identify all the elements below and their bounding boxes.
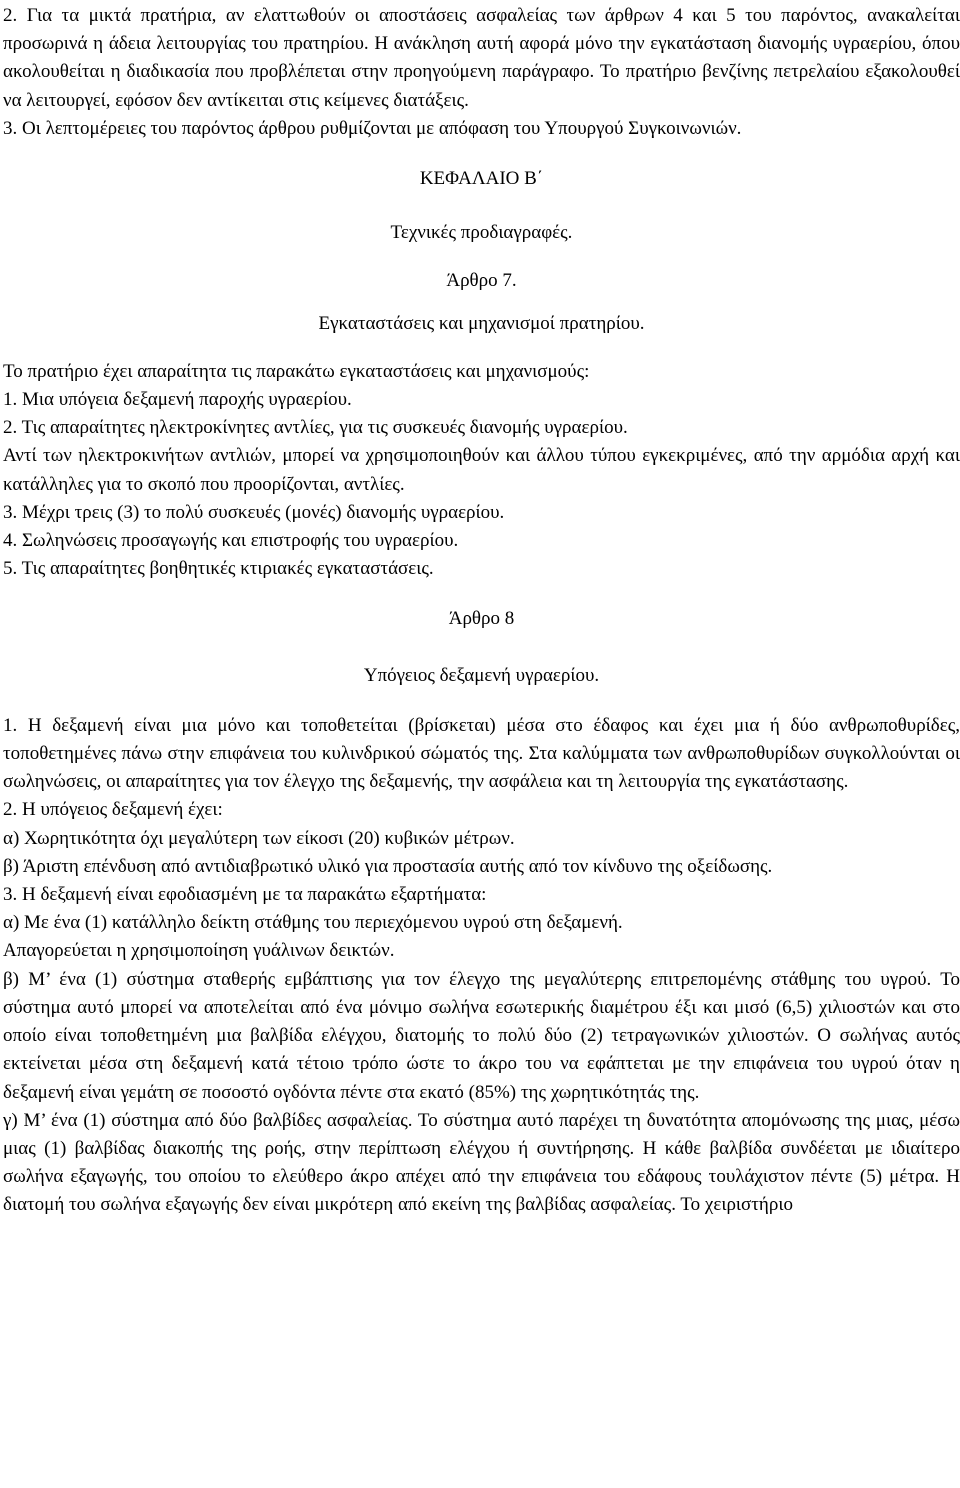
article-7-item-2-note: Αντί των ηλεκτροκινήτων αντλιών, μπορεί να χρησιμοποιηθούν και άλλου τύπου εγκεκριμένες, από την αρμόδια αρχή και κατάλληλες για το σκοπό που προορίζονται, αντλίες. (3, 445, 960, 495)
article-7-item-2: 2. Τις απαραίτητες ηλεκτροκίνητες αντλίες, για τις συσκευές διανομής υγραερίου. (3, 417, 628, 439)
article-7-item-1: 1. Μια υπόγεια δεξαμενή παροχής υγραερίου. (3, 389, 352, 411)
paragraph-3: 3. Οι λεπτομέρειες του παρόντος άρθρου ρυθμίζονται με απόφαση του Υπουργού Συγκοινωνιών. (3, 117, 742, 139)
article-8-paragraph-3b: β) Μ’ ένα (1) σύστημα σταθερής εμβάπτισης για τον έλεγχο της μεγαλύτερης επιτρεπομένης στάθμης του υγρού. Το σύστημα αυτό μπορεί να αποτελείται από ένα μόνιμο σωλήνα εσωτερικής διαμέτρου έξι και μισό (6,5) χιλιοστών και στο οποίο είναι τοποθετημένη μια βαλβίδα ελέγχου, διατομής το πολύ δύο (2) τετραγωνικών χιλιοστών. Ο σωλήνας αυτός εκτείνεται μέσα στη δεξαμενή κατά τέτοιο τρόπο ώστε το άκρο του να εφάπτεται με την επιφάνεια του υγρού όταν η δεξαμενή είναι γεμάτη σε ποσοστό ογδόντα πέντε στα εκατό (85%) της χωρητικότητάς της. (3, 968, 960, 1103)
article-8-title: Υπόγειος δεξαμενή υγραερίου. (363, 664, 600, 686)
article-7-item-5: 5. Τις απαραίτητες βοηθητικές κτιριακές εγκαταστάσεις. (3, 558, 434, 580)
article-8-heading: Άρθρο 8 (448, 608, 515, 630)
article-7-item-4: 4. Σωληνώσεις προσαγωγής και επιστροφής του υγραερίου. (3, 530, 459, 552)
chapter-subtitle: Τεχνικές προδιαγραφές. (390, 222, 573, 244)
article-8-paragraph-2a: α) Χωρητικότητα όχι μεγαλύτερη των είκοσι (20) κυβικών μέτρων. (3, 827, 515, 849)
paragraph-2: 2. Για τα μικτά πρατήρια, αν ελαττωθούν οι αποστάσεις ασφαλείας των άρθρων 4 και 5 του παρόντος, ανακαλείται προσωρινά η άδεια λειτουργίας του πρατηρίου. Η ανάκληση αυτή αφορά μόνο την εγκατάσταση διανομής υγραερίου, όπου ακολουθείται η διαδικασία που προβλέπεται στην προηγούμενη παράγραφο. Το πρατήριο βενζίνης πετρελαίου εξακολουθεί να λειτουργεί, εφόσον δεν αντίκειται στις κείμενες διατάξεις. (3, 5, 960, 111)
article-7-title: Εγκαταστάσεις και μηχανισμοί πρατηρίου. (318, 312, 645, 334)
article-8-paragraph-2b: β) Άριστη επένδυση από αντιδιαβρωτικό υλικό για προστασία αυτής από τον κίνδυνο της οξείδωσης. (3, 855, 773, 877)
article-8-paragraph-1: 1. Η δεξαμενή είναι μια μόνο και τοποθετείται (βρίσκεται) μέσα στο έδαφος και έχει μια ή δύο ανθρωποθυρίδες, τοποθετημένες πάνω στην επιφάνεια του κυλινδρικού σώματός της. Στα καλύμματα των ανθρωποθυρίδων συγκολλούνται οι σωληνώσεις, οι απαραίτητες για τον έλεγχο της δεξαμενής, την ασφάλεια και τη λειτουργία της εγκατάστασης. (3, 714, 960, 793)
article-8-paragraph-3: 3. Η δεξαμενή είναι εφοδιασμένη με τα παρακάτω εξαρτήματα: (3, 884, 487, 906)
article-8-paragraph-3a: α) Με ένα (1) κατάλληλο δείκτη στάθμης του περιεχόμενου υγρού στη δεξαμενή. (3, 912, 623, 934)
document-page (3, 2, 960, 1220)
article-8-paragraph-3c: γ) Μ’ ένα (1) σύστημα από δύο βαλβίδες ασφαλείας. Το σύστημα αυτό παρέχει τη δυνατότητα απομόνωσης της μιας, μέσω μιας (1) βαλβίδας διακοπής της ροής, στην περίπτωση ελέγχου ή συντήρησης. Η κάθε βαλβίδα συνδέεται με ιδιαίτερο σωλήνα εξαγωγής, του οποίου το ελεύθερο άκρο απέχει από την επιφάνεια του εδάφους τουλάχιστον πέντε (5) μέτρα. Η διατομή του σωλήνα εξαγωγής δεν είναι μικρότερη από εκείνη της βαλβίδας ασφαλείας. Το χειριστήριο (3, 1109, 960, 1216)
article-8-paragraph-2: 2. Η υπόγειος δεξαμενή έχει: (3, 799, 223, 821)
article-8-paragraph-3a-note: Απαγορεύεται η χρησιμοποίηση γυάλινων δεικτών. (3, 940, 395, 962)
chapter-title: ΚΕΦΑΛΑΙΟ Β΄ (419, 168, 544, 190)
article-7-item-3: 3. Μέχρι τρεις (3) το πολύ συσκευές (μονές) διανομής υγραερίου. (3, 501, 505, 523)
article-7-intro: Το πρατήριο έχει απαραίτητα τις παρακάτω εγκαταστάσεις και μηχανισμούς: (3, 360, 590, 382)
article-7-heading: Άρθρο 7. (446, 270, 517, 292)
